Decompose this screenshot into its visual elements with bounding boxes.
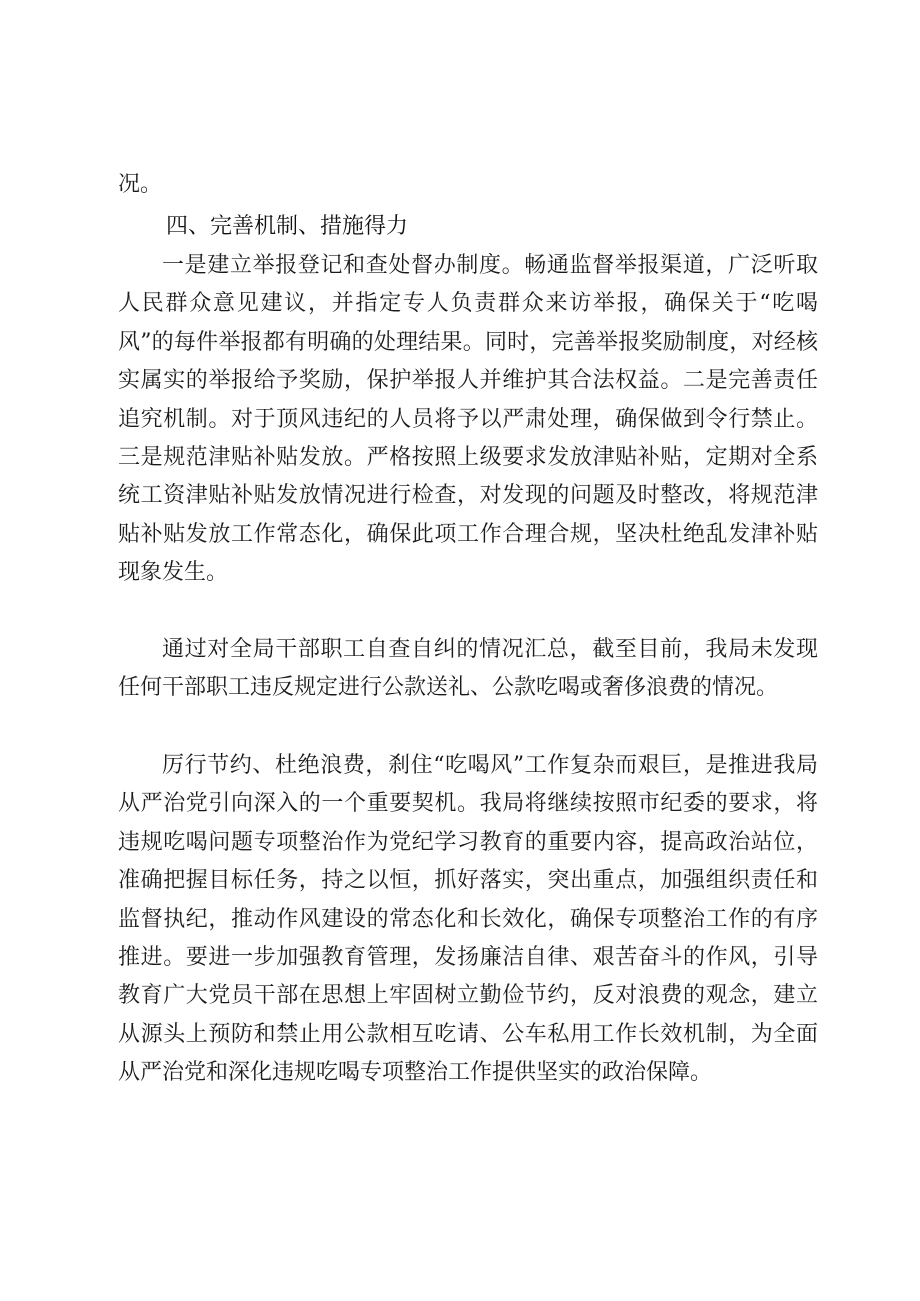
paragraph-1: 一是建立举报登记和查处督办制度。畅通监督举报渠道，广泛听取人民群众意见建议，并指定专人负责群众来访举报，确保关于“吃喝风”的每件举报都有明确的处理结果。同时，完善举报奖励制度，对经核实属实的举报给予奖励，保护举报人并维护其合法权益。二是完善责任追究机制。对于顶风违纪的人员将予以严肃处理，确保做到令行禁止。三是规范津贴补贴发放。严格按照上级要求发放津贴补贴，定期对全系统工资津贴补贴发放情况进行检查，对发现的问题及时整改，将规范津贴补贴发放工作常态化，确保此项工作合理合规，坚决杜绝乱发津补贴现象发生。: [118, 253, 818, 586]
section-heading: 四、完善机制、措施得力: [166, 214, 409, 239]
paragraph-2: 通过对全局干部职工自查自纠的情况汇总，截至目前，我局未发现任何干部职工违反规定进行公款送礼、公款吃喝或奢侈浪费的情况。: [118, 637, 818, 701]
lead-fragment: 况。: [118, 172, 163, 197]
paragraph-3: 厉行节约、杜绝浪费，刹住“吃喝风”工作复杂而艰巨，是推进我局从严治党引向深入的一个重要契机。我局将继续按照市纪委的要求，将违规吃喝问题专项整治作为党纪学习教育的重要内容，提高政治站位，准确把握目标任务，持之以恒，抓好落实，突出重点，加强组织责任和监督执纪，推动作风建设的常态化和长效化，确保专项整治工作的有序推进。要进一步加强教育管理，发扬廉洁自律、艰苦奋斗的作风，引导教育广大党员干部在思想上牢固树立勤俭节约，反对浪费的观念，建立从源头上预防和禁止用公款相互吃请、公车私用工作长效机制，为全面从严治党和深化违规吃喝专项整治工作提供坚实的政治保障。: [118, 753, 818, 1086]
